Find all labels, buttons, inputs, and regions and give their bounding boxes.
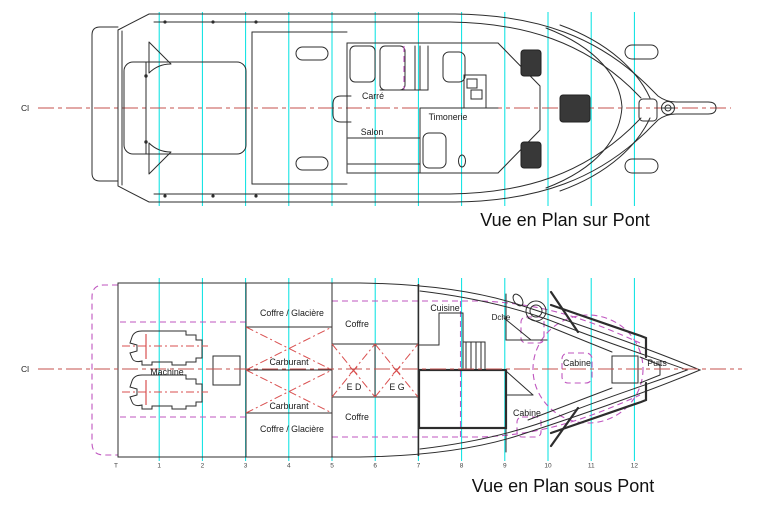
foredeck-gear: [521, 50, 675, 168]
tank-center-mark: [393, 367, 400, 374]
station-label-3: 3: [243, 462, 248, 470]
below-deck-plan-view: [21, 278, 742, 496]
station-label-10: 10: [544, 462, 552, 470]
station-label-7: 7: [416, 462, 421, 470]
label-timonerie: Timonerie: [428, 112, 468, 122]
label-eau-douce: E D: [346, 382, 362, 392]
label-carburant-top: Carburant: [269, 357, 309, 367]
bow-fairlead-slot: [625, 159, 658, 173]
label-puits: Puits: [647, 358, 667, 368]
head-outline-dash: [521, 317, 544, 343]
centerline-label-top: Cl: [21, 103, 30, 113]
cleat-slot: [296, 47, 328, 60]
gearbox-unit: [213, 356, 240, 385]
label-cabine-mid: Cabine: [563, 358, 591, 368]
deck-hatch: [521, 142, 541, 168]
label-eau-grise: E G: [389, 382, 405, 392]
engine-port: [130, 331, 202, 365]
anchor-locker: [639, 99, 657, 121]
label-coffre-glaciere-top: Coffre / Glacière: [260, 308, 324, 318]
label-coffre-top: Coffre: [345, 319, 369, 329]
centerline-label-bottom: Cl: [21, 364, 30, 374]
title-below-deck-plan: Vue en Plan sous Pont: [471, 476, 655, 496]
label-cabine-aft: Cabine: [513, 408, 541, 418]
door-swing: [506, 371, 533, 395]
saloon-furniture: [333, 46, 498, 173]
bow-fairlead-slot: [625, 45, 658, 59]
station-label-1: 1: [157, 462, 162, 470]
cleat-slot: [296, 157, 328, 170]
transom-door-swing-top: [149, 42, 171, 73]
station-ruler: [114, 463, 638, 470]
label-machine: Machine: [150, 367, 184, 377]
galley-unit: [380, 46, 405, 90]
station-label-4: 4: [286, 462, 291, 470]
deck-hatch: [521, 50, 541, 76]
label-coffre-glaciere-bottom: Coffre / Glacière: [260, 424, 324, 434]
hull-outline-bottom: [118, 283, 700, 457]
dinette-berth-block: [419, 370, 506, 428]
head-compartment: [504, 292, 578, 340]
deck-hatch-center: [560, 95, 590, 122]
title-deck-plan: Vue en Plan sur Pont: [480, 210, 650, 230]
transom-door-swing-bottom: [149, 143, 171, 174]
station-label-12: 12: [630, 462, 639, 470]
station-label-8: 8: [459, 462, 464, 470]
label-cuisine: Cuisine: [430, 303, 460, 313]
stern-construction-bracket: [92, 285, 118, 455]
station-label-T: T: [114, 462, 118, 470]
station-label-11: 11: [587, 462, 595, 470]
settee-seat: [350, 46, 375, 82]
label-salon: Salon: [360, 127, 384, 137]
companionway-steps: [333, 96, 351, 122]
label-douche: Dche: [491, 313, 511, 322]
label-coffre-bottom: Coffre: [345, 412, 369, 422]
label-carburant-bottom: Carburant: [269, 401, 309, 411]
station-label-9: 9: [502, 462, 507, 470]
station-label-2: 2: [200, 462, 205, 470]
deck-plan-view: [21, 12, 731, 230]
helm-seat: [423, 133, 446, 168]
station-label-6: 6: [373, 462, 378, 470]
tank-center-mark: [350, 367, 357, 374]
station-label-5: 5: [330, 462, 334, 470]
label-carre: Carré: [362, 91, 384, 101]
swim-platform: [92, 27, 118, 181]
